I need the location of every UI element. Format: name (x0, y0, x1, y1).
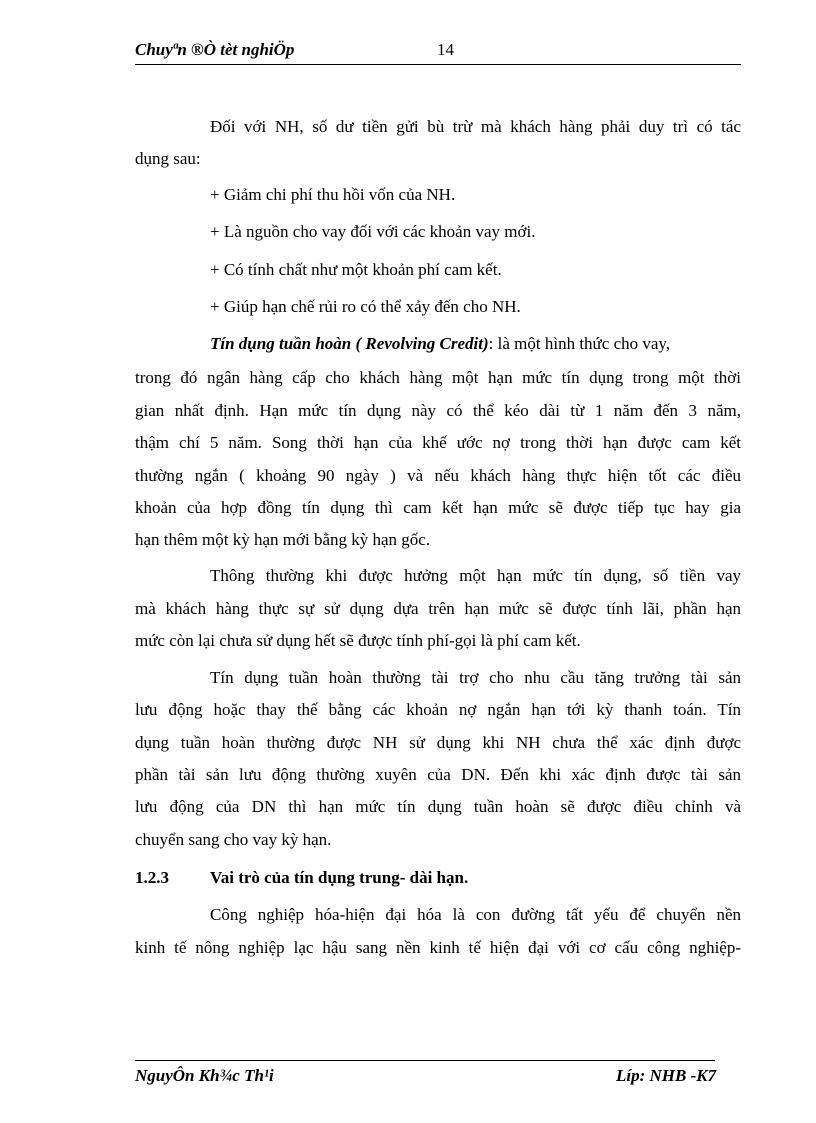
working-capital-paragraph-line: dụng tuần hoàn thường được NH sử dụng khi NH chưa thể xác định được (135, 733, 741, 752)
revolving-credit-paragraph-line: gian nhất định. Hạn mức tín dụng này có thể kéo dài từ 1 năm đến 3 năm, (135, 401, 741, 420)
revolving-credit-definition-start: : là một hình thức cho vay, (488, 334, 671, 353)
bullet-item: + Có tính chất như một khoản phí cam kết. (210, 260, 502, 279)
revolving-credit-term: Tín dụng tuần hoàn ( Revolving Credit) (210, 334, 489, 353)
working-capital-paragraph-line: phần tài sản lưu động thường xuyên của DN. Đến khi xác định được tài sản (135, 765, 741, 784)
footer-author: NguyÔn Kh¾c Th¹i (135, 1066, 274, 1085)
working-capital-paragraph-line: lưu động hoặc thay thế bằng các khoản nợ ngắn hạn tới kỳ thanh toán. Tín (135, 700, 741, 719)
intro-paragraph-line: Đối với NH, số dư tiền gửi bù trừ mà khách hàng phải duy trì có tác (210, 117, 741, 136)
section-title: Vai trò của tín dụng trung- dài hạn. (210, 868, 469, 887)
bullet-item: + Giảm chi phí thu hồi vốn của NH. (210, 185, 456, 204)
page-header (135, 38, 741, 65)
revolving-credit-paragraph-line: hạn thêm một kỳ hạn mới bằng kỳ hạn gốc. (135, 530, 431, 549)
revolving-credit-paragraph-line: trong đó ngân hàng cấp cho khách hàng một hạn mức tín dụng trong một thời (135, 368, 741, 387)
footer-rule (135, 1060, 715, 1061)
footer-class: Líp: NHB -K7 (616, 1066, 717, 1085)
commitment-fee-paragraph-line: mức còn lại chưa sử dụng hết sẽ được tính phí-gọi là phí cam kết. (135, 631, 581, 650)
commitment-fee-paragraph-line: Thông thường khi được hưởng một hạn mức tín dụng, số tiền vay (210, 566, 741, 585)
revolving-credit-paragraph-line: khoản của hợp đồng tín dụng thì cam kết hạn mức sẽ được tiếp tục hay gia (135, 498, 741, 517)
page-number: 14 (437, 40, 454, 59)
commitment-fee-paragraph-line: mà khách hàng thực sự sử dụng dựa trên hạn mức sẽ được tính lãi, phần hạn (135, 599, 741, 618)
working-capital-paragraph-line: lưu động của DN thì hạn mức tín dụng tuần hoàn sẽ được điều chỉnh và (135, 797, 741, 816)
working-capital-paragraph-line: Tín dụng tuần hoàn thường tài trợ cho nhu cầu tăng trưởng tài sản (210, 668, 741, 687)
revolving-credit-paragraph-line: thường ngắn ( khoảng 90 ngày ) và nếu khách hàng thực hiện tốt các điều (135, 466, 741, 485)
intro-paragraph-line: dụng sau: (135, 149, 201, 168)
industrialization-paragraph-line: kinh tế nông nghiệp lạc hậu sang nền kinh tế hiện đại với cơ cấu công nghiệp- (135, 938, 741, 957)
bullet-item: + Giúp hạn chế rủi ro có thể xảy đến cho NH. (210, 297, 521, 316)
header-title: Chuyªn ®Ò tèt nghiÖp (135, 40, 295, 59)
revolving-credit-paragraph-line (210, 334, 741, 354)
revolving-credit-paragraph-line: thậm chí 5 năm. Song thời hạn của khế ước nợ trong thời hạn được cam kết (135, 433, 741, 452)
bullet-item: + Là nguồn cho vay đối với các khoản vay mới. (210, 222, 536, 241)
working-capital-paragraph-line: chuyển sang cho vay kỳ hạn. (135, 830, 332, 849)
section-number: 1.2.3 (135, 868, 169, 887)
industrialization-paragraph-line: Công nghiệp hóa-hiện đại hóa là con đường tất yếu để chuyển nền (210, 905, 741, 924)
